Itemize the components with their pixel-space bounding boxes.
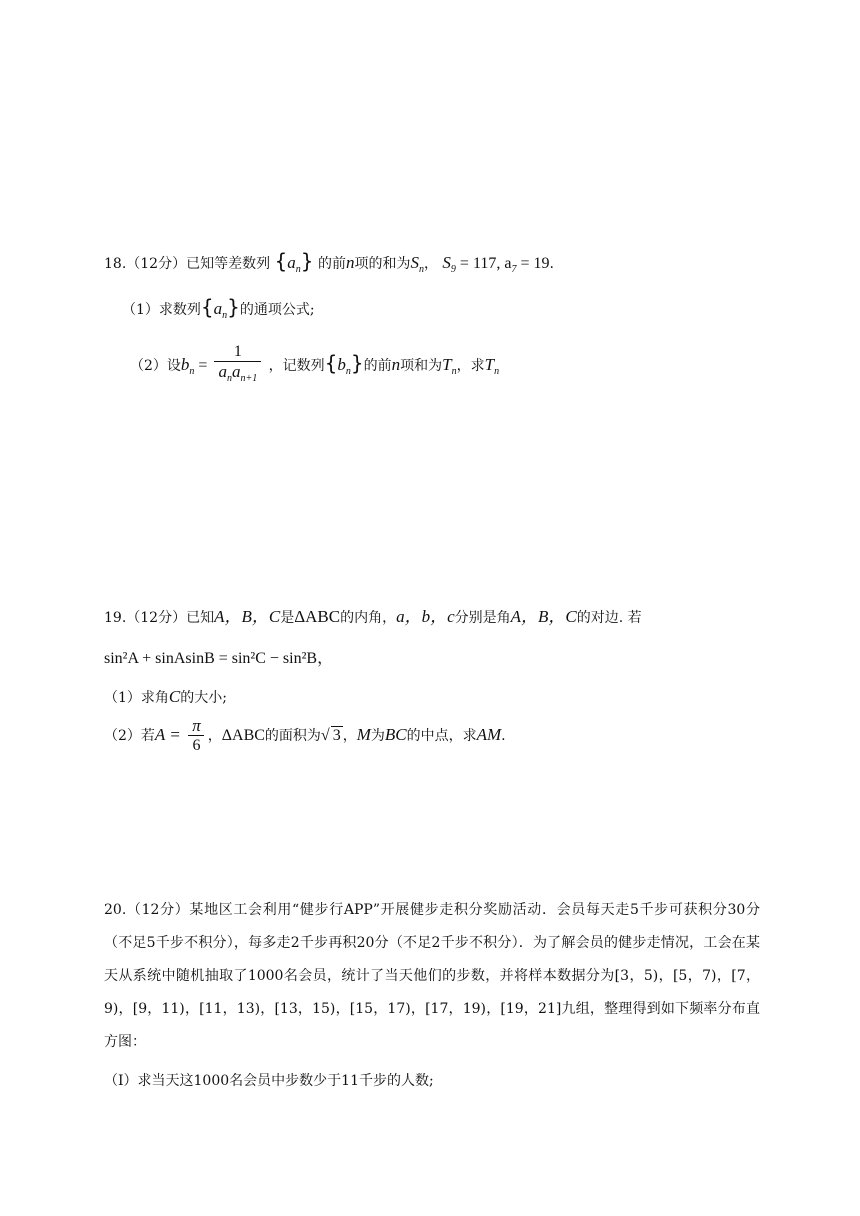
fraction: $\frac{1}{a_na_{n+1}}$ [214, 343, 261, 389]
q18-stem: 18.（12分）已知等差数列 $\{a_n\}$ 的前n项的和为$S_n$， $S_9 = 117$, $a_7 = 19$. [104, 249, 554, 275]
q18-part1: （1）求数列$\{a_n\}$的通项公式; [122, 295, 315, 321]
q18-part2: （2）设$b_n$ = $\frac{1}{a_na_{n+1}}$ ，记数列$\{b_n\}$的前n项和为$T_n$，求$T_n$ [130, 341, 499, 394]
q19-stem: 19.（12分）已知A，B，C是ΔABC的内角，a，b，c分别是角A，B，C的对边. 若 [104, 607, 642, 626]
q19-equation: sin²A + sinAsinB = sin²C − sin²B， [104, 650, 334, 667]
q19-part2: （2）若A = $\frac{\pi}{6}$ ，ΔABC的面积为√ 3 ，M为BC的中点，求AM. [104, 715, 506, 754]
q20-part1: （Ⅰ）求当天这1000名会员中步数少于11千步的人数; [104, 1073, 434, 1089]
q20-stem: 20.（12分）某地区工会利用“健步行APP”开展健步走积分奖励活动．会员每天走5千步可获积分30分（不足5千步不积分），每多走2千步再积20分（不足2千步不积分）．为了解会员的健步走情况，工会在某天从系统中随机抽取了1000名会员，统计了当天他们的步数，并将样本数据分为[3，5)，[5，7)，[7，9)，[9，11)，[11，13)，[13，15)，[15，17)，[17，19)，[19，21]九组，整理得到如下频率分布直方图： [104, 902, 760, 1050]
fraction: $\frac{\pi}{6}$ [188, 717, 205, 756]
q19-part1: （1）求角C的大小; [104, 687, 227, 706]
